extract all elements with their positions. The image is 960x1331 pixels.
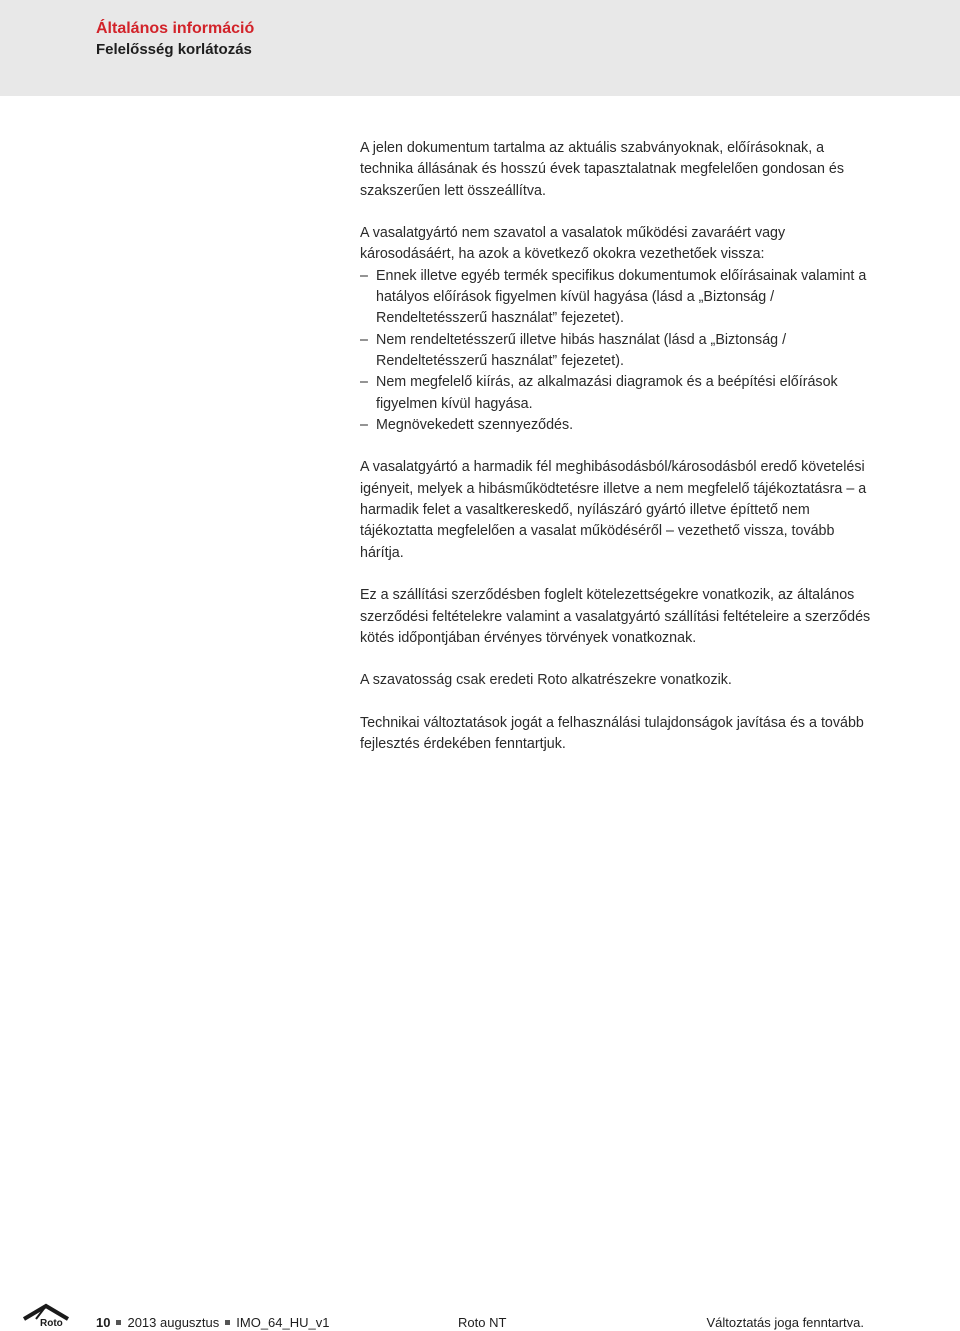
paragraph-intro: A jelen dokumentum tartalma az aktuális szabványoknak, előírásoknak, a technika állásának és hosszú évek tapasztalatnak megfelelően gondosan és szakszerűen lett összeállítva.: [360, 140, 845, 199]
roto-logo: [22, 1303, 74, 1327]
footer-rights: Változtatás joga fenntartva.: [706, 1315, 864, 1330]
list-item: – Megnövekedett szennyeződés.: [360, 415, 880, 436]
page-footer: [0, 1303, 960, 1329]
paragraph-delivery-terms: Ez a szállítási szerződésben foglelt kötelezettségekre vonatkozik, az általános szerződési feltételekre valamint a vasalatgyártó szállítási feltételeire a szerződés kötés időpontjában érvényes törvények vonatkoznak.: [360, 587, 871, 646]
list-item: – Nem rendeltetésszerű illetve hibás használat (lásd a „Biztonság / Rendeltetésszerű használat” fejezetet).: [360, 330, 880, 373]
section-subtitle: Felelősség korlátozás: [96, 41, 252, 58]
logo-text: Roto: [40, 1318, 63, 1327]
list-item: – Nem megfelelő kiírás, az alkalmazási diagramok és a beépítési előírások figyelmen kívül hagyása.: [360, 372, 880, 415]
header-band: [0, 0, 960, 96]
footer-date: 2013 augusztus: [127, 1315, 220, 1330]
separator-square: [225, 1320, 230, 1325]
section-title: Általános információ: [96, 20, 255, 37]
paragraph-third-party: A vasalatgyártó a harmadik fél meghibásodásból/károsodásból eredő követelési igényeit, melyek a hibásműködtetésre illetve a nem megfelelő tájékoztatásra – a harmadik felet a vasaltkereskedő, nyílászáró gyártó illetve építtető nem tájékoztatta megfelelően a vasalat működéséről – vezethető vissza, tovább hárítja.: [360, 459, 867, 561]
paragraph-warranty: A szavatosság csak eredeti Roto alkatrészekre vonatkozik.: [360, 672, 732, 689]
paragraph-liability-intro: A vasalatgyártó nem szavatol a vasalatok működési zavaráért vagy károsodásáért, ha azok a következő okokra vezethetőek vissza:: [360, 225, 786, 263]
separator-square: [116, 1320, 121, 1325]
main-content: [360, 138, 880, 777]
doc-code: IMO_64_HU_v1: [236, 1315, 330, 1330]
paragraph-technical-changes: Technikai változtatások jogát a felhasználási tulajdonságok javítása és a tovább fejlesztés érdekében fenntartjuk.: [360, 715, 864, 753]
list-item: – Ennek illetve egyéb termék specifikus dokumentumok előírásainak valamint a hatályos előírások figyelmen kívül hagyása (lásd a „Biztonság / Rendeltetésszerű használat” fejezetet).: [360, 266, 880, 330]
footer-product: Roto NT: [458, 1315, 507, 1330]
page-number: 10: [96, 1315, 111, 1330]
liability-exclusion-list: [360, 266, 880, 436]
